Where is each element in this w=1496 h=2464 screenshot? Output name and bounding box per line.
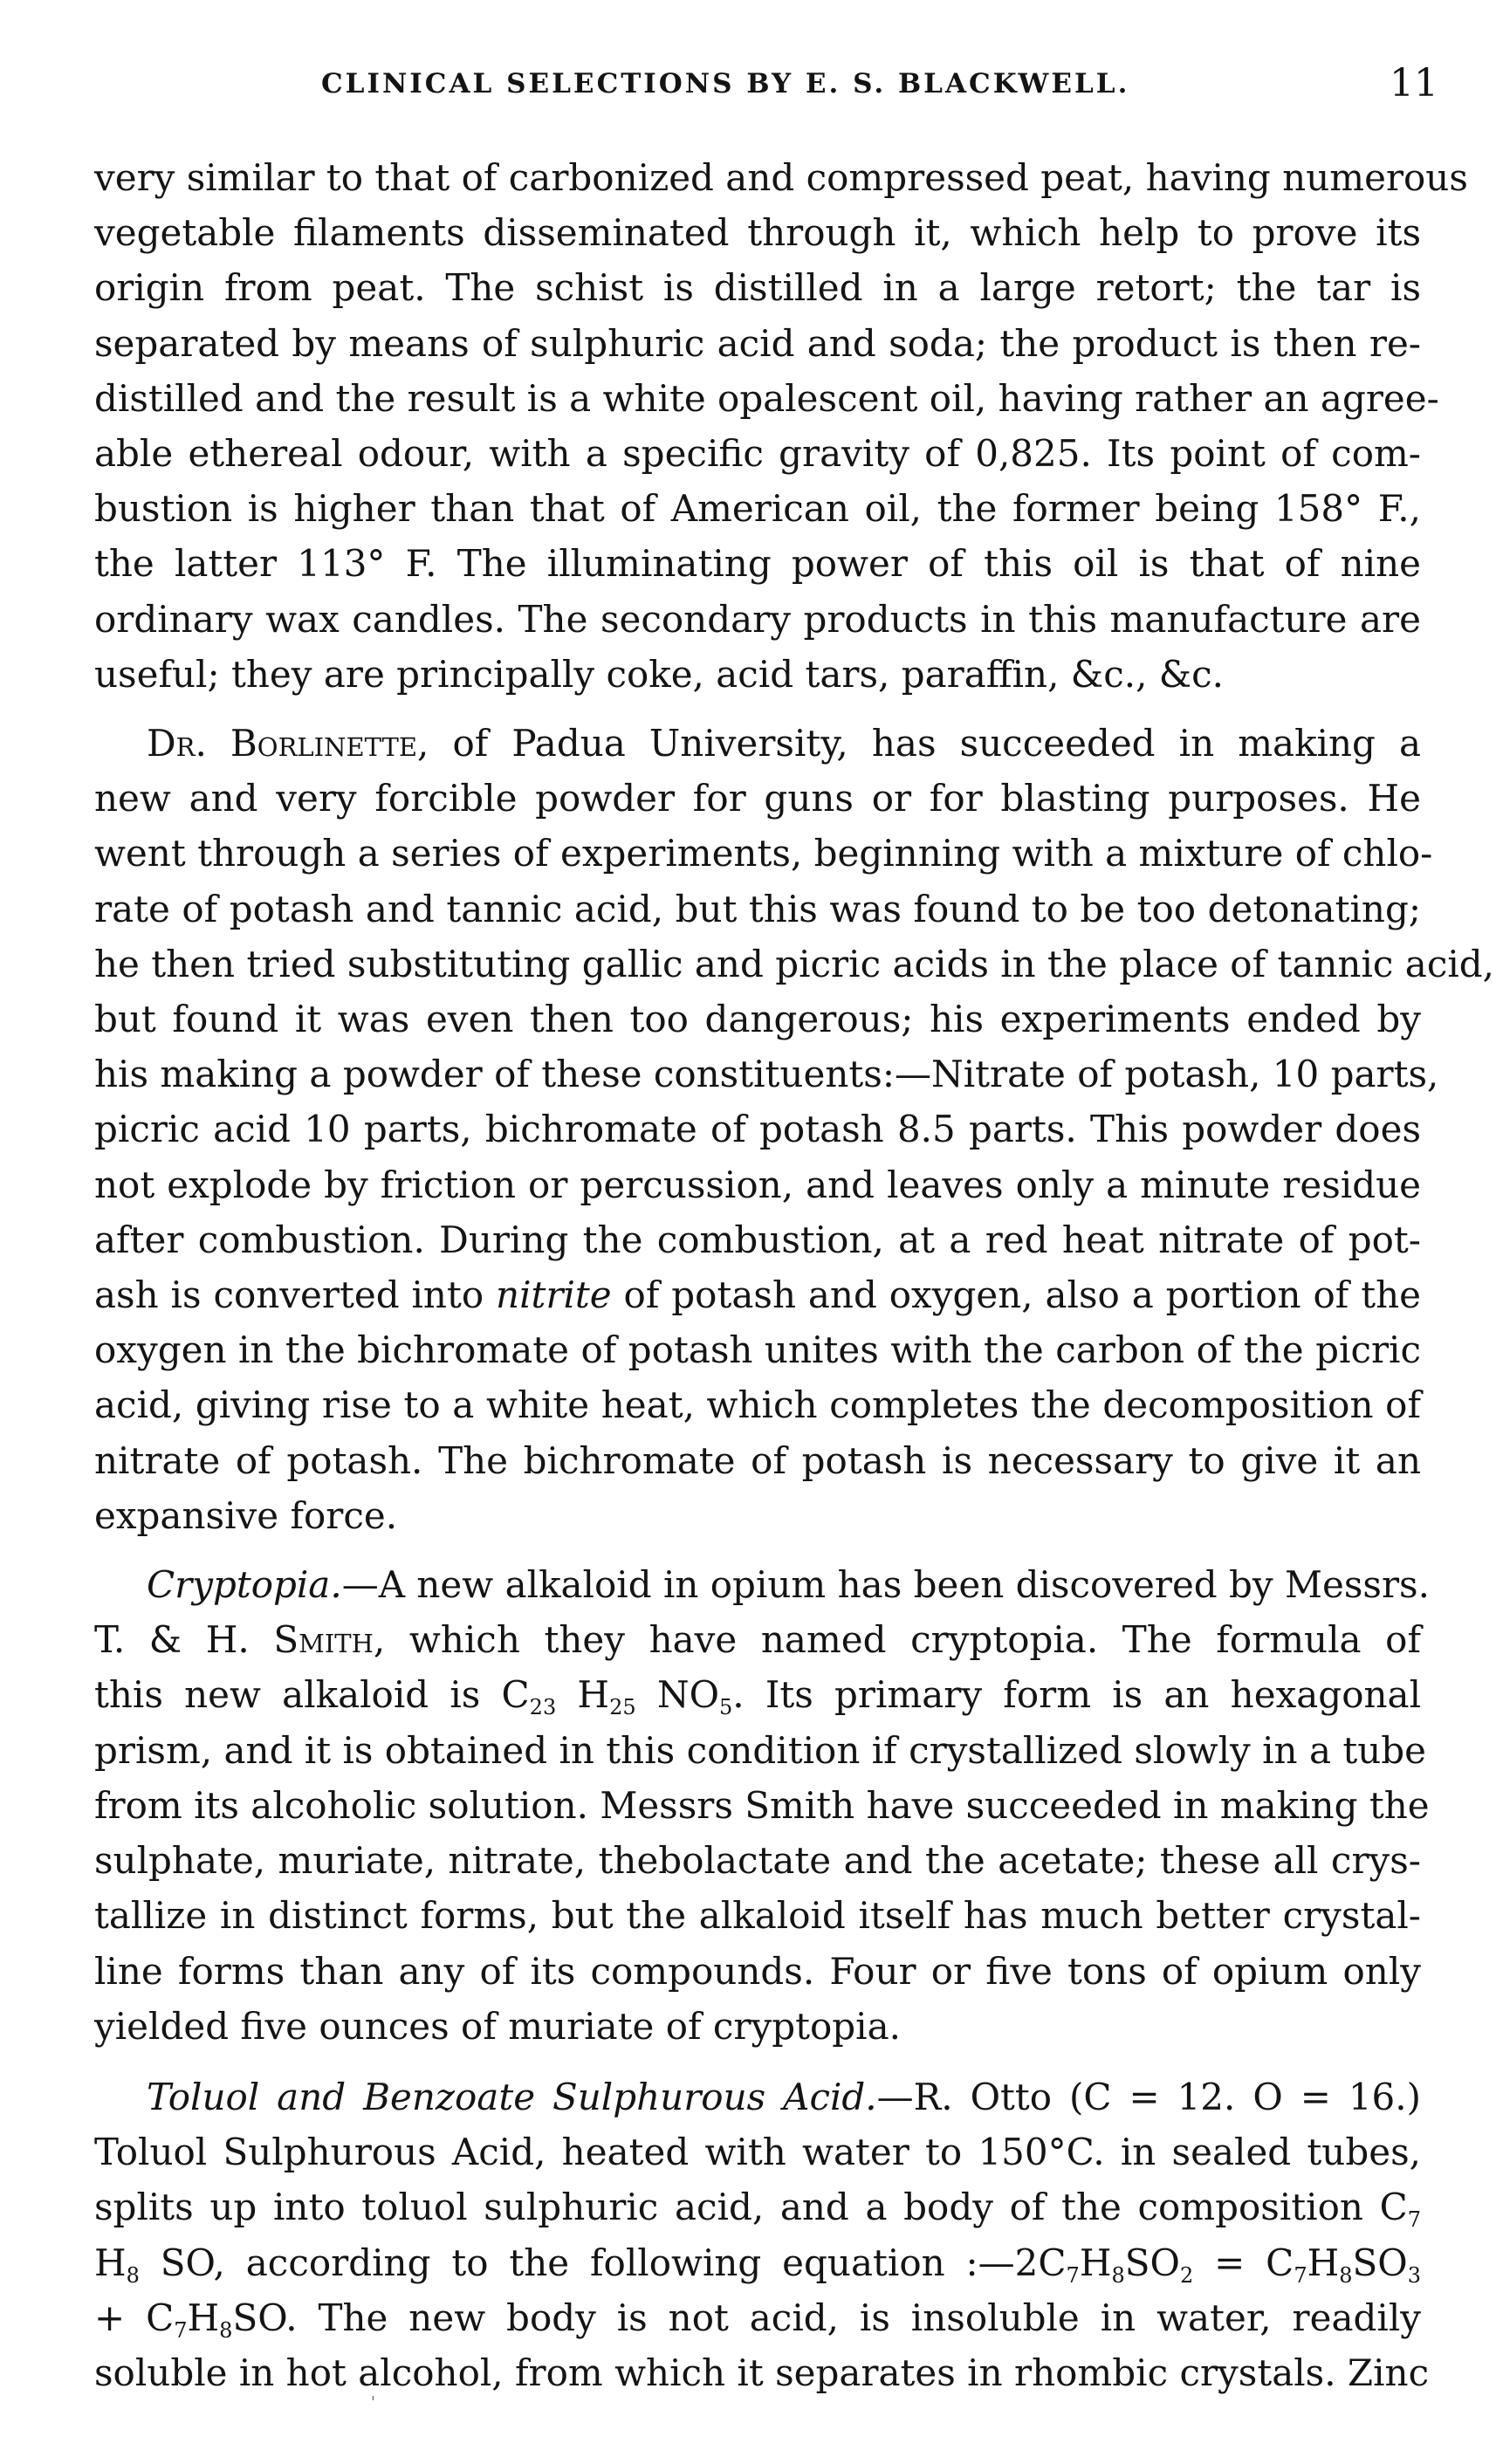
text-line [94,1557,1430,1612]
text-line: yielded five ounces of muriate of cryptopia. [94,2004,901,2048]
subscript: 2 [1179,2262,1194,2288]
text-line: prism, and it is obtained in this condition if crystallized slowly in a tube [94,1728,1427,1772]
text-line [94,2290,1421,2345]
text-span: SO. The new body is not acid, is insoluble in water, readily [232,2296,1421,2339]
chemical-formula [501,1673,733,1720]
text-line [94,1667,1421,1722]
text-span: H [1307,2241,1340,2284]
text-line: line forms than any of its compounds. Four or five tons of opium only [94,1949,1421,1993]
text-span: —R. Otto (C = 12. O = 16.) [876,2075,1422,2118]
text-span: + C [94,2296,175,2339]
text-span: H [94,2241,127,2284]
paragraph-blasting-powder [94,716,1495,1543]
text-span: H [187,2296,220,2339]
text-line: ordinary wax candles. The secondary products in this manufacture are [94,597,1421,641]
text-line [94,2179,1421,2234]
text-line: from its alcoholic solution. Messrs Smith have succeeded in making the [94,1783,1430,1827]
text-line: sulphate, muriate, nitrate, thebolactate and the acetate; these all crys- [94,1839,1421,1883]
print-speck: ' [371,2393,375,2412]
text-line: not explode by friction or percussion, and leaves only a minute residue [94,1163,1421,1206]
element-symbol: NO [656,1673,719,1717]
text-span: SO [1124,2241,1180,2284]
text-line: vegetable filaments disseminated through it, which help to prove its [94,211,1421,255]
subscript: 25 [609,1695,636,1720]
text-line: he then tried substituting gallic and picric acids in the place of tannic acid, [94,942,1495,985]
text-line: able ethereal odour, with a specific gravity of 0,825. Its point of com- [94,432,1421,476]
text-line: picric acid 10 parts, bichromate of potash 8.5 parts. This powder does [94,1108,1421,1151]
person-name: Smith, [273,1618,386,1662]
text-span: ash is converted into [94,1273,497,1317]
subscript: 8 [219,2317,233,2343]
text-span: H [1079,2241,1112,2284]
text-span: . Its primary form is an hexagonal [732,1673,1421,1717]
paragraph-schist-oil [94,150,1468,702]
subscript: 7 [1066,2262,1080,2288]
text-line: Toluol Sulphurous Acid, heated with water to 150°C. in sealed tubes, [94,2131,1421,2174]
text-line: but found it was even then too dangerous; his experiments ended by [94,998,1421,1041]
person-name: Dr. Borlinette, [147,722,429,765]
element-symbol: C [501,1673,530,1717]
text-line [94,716,1421,771]
text-line: nitrate of potash. The bichromate of potash is necessary to give it an [94,1438,1421,1482]
text-line [94,1267,1421,1322]
text-line: rate of potash and tannic acid, but this was found to be too detonating; [94,887,1421,930]
text-span: = C [1193,2241,1294,2284]
text-span: which they have named cryptopia. The formula of [385,1618,1421,1662]
section-title: Cryptopia. [147,1563,342,1607]
page-header [94,61,1438,113]
element-symbol: H [577,1673,610,1717]
text-line: bustion is higher than that of American oil, the former being 158° F., [94,487,1421,531]
text-span: splits up into toluol sulphuric acid, and a body of the composition C [94,2186,1408,2229]
text-span: of potash and oxygen, also a portion of the [611,1273,1422,1317]
text-line [94,2069,1421,2124]
text-line: oxygen in the bichromate of potash unites with the carbon of the picric [94,1328,1421,1372]
section-title: Toluol and Benzoate Sulphurous Acid. [147,2075,877,2118]
running-head: CLINICAL SELECTIONS BY E. S. BLACKWELL. [321,68,1130,100]
text-line: very similar to that of carbonized and compressed peat, having numerous [94,156,1468,199]
text-line: new and very forcible powder for guns or for blasting purposes. He [94,777,1421,820]
text-line: went through a series of experiments, beginning with a mixture of chlo- [94,832,1433,875]
page-number: 11 [1390,61,1438,106]
text-span: this new alkaloid is [94,1673,502,1717]
text-line: soluble in hot alcohol, from which it separates in rhombic crystals. Zinc [94,2351,1430,2394]
subscript: 5 [719,1695,733,1720]
text-line: his making a powder of these constituents:—Nitrate of potash, 10 parts, [94,1053,1439,1096]
page-body [94,150,1495,2400]
subscript: 7 [174,2317,188,2343]
subscript: 8 [1339,2262,1353,2288]
text-line: tallize in distinct forms, but the alkaloid itself has much better crystal- [94,1894,1421,1938]
subscript: 8 [1111,2262,1125,2288]
subscript: 3 [1407,2262,1422,2288]
text-span: —A new alkaloid in opium has been discovered by Messrs. [341,1563,1430,1607]
subscript: 7 [1294,2262,1307,2288]
text-line [94,2235,1421,2290]
italic-term: nitrite [496,1273,612,1317]
text-span: T. & H. [94,1618,274,1662]
text-line: separated by means of sulphuric acid and soda; the product is then re- [94,321,1421,365]
text-span: of Padua University, has succeeded in making a [429,722,1422,765]
text-line: useful; they are principally coke, acid tars, paraffin, &c., &c. [94,652,1225,696]
text-span: SO, according to the following equation :—2C [139,2241,1067,2284]
text-line: the latter 113° F. The illuminating power of this oil is that of nine [94,542,1421,586]
subscript: 7 [1407,2207,1421,2233]
text-span: SO [1352,2241,1408,2284]
text-line [94,1612,1421,1667]
subscript: 8 [126,2262,140,2288]
text-line: after combustion. During the combustion, at a red heat nitrate of pot- [94,1218,1421,1261]
paragraph-cryptopia [94,1557,1430,2054]
text-line: expansive force. [94,1493,398,1537]
text-line: acid, giving rise to a white heat, which completes the decomposition of [94,1383,1421,1427]
text-line: distilled and the result is a white opalescent oil, having rather an agree- [94,376,1439,420]
subscript: 23 [529,1695,557,1720]
text-line: origin from peat. The schist is distilled in a large retort; the tar is [94,266,1421,310]
paragraph-toluol [94,2069,1430,2400]
